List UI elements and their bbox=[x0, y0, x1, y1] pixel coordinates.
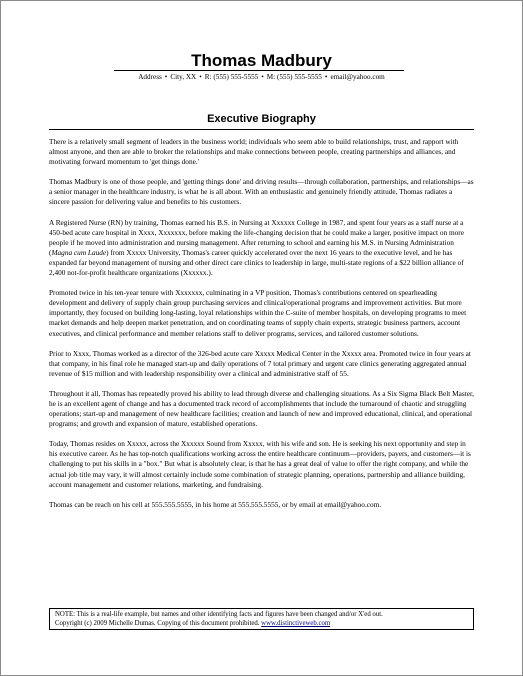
bio-paragraph-contact: Thomas can be reach on his cell at 555.555.5555, in his home at 555.555.5555, or by email at email@yahoo.com. bbox=[49, 499, 382, 509]
section-divider bbox=[49, 129, 474, 130]
honors-italic: Magna cum Laude bbox=[51, 247, 107, 257]
contact-separator: • bbox=[199, 73, 202, 81]
contact-line bbox=[1, 72, 522, 82]
bio-paragraph-vp-role: Promoted twice in his ten-year tenure with Xxxxxxx, culminating in a VP position, Thomas's contributions centered on spearheading development and delivery of supply chain group purchasing services and clinical/operational programs and improvement activities. But more importantly, they focused on building long-lasting, loyal relationships within the C-suite of member hospitals, on developing programs to meet market demands and help deepen market penetration, and on coordinating teams of supply chain experts, strategic business partners, account executives, and clinical performance and member relations staff to deliver programs, services, and tailored customer solutions. bbox=[49, 288, 467, 338]
bio-paragraph-education bbox=[49, 218, 474, 279]
biography-body bbox=[49, 137, 474, 514]
candidate-name: Thomas Madbury bbox=[191, 51, 332, 70]
copyright-text: Copyright (c) 2009 Michelle Dumas. Copying of this document prohibited. bbox=[55, 620, 260, 628]
education-text-end: ) from Xxxxx University, Thomas's career quickly accelerated over the next 16 years to the executive level, and he has expanded far beyond management of nursing and other direct care clinics to leadership in large, multi-state regions of a $22 billion alliance of 2,400 not-for-profit healthcare organizations (Xxxxxx.). bbox=[49, 247, 464, 278]
contact-residence-phone: R: (555) 555-5555 bbox=[204, 73, 259, 81]
contact-separator: • bbox=[324, 73, 328, 81]
contact-separator: • bbox=[261, 73, 264, 81]
bio-paragraph-leadership: Throughout it all, Thomas has repeatedly proved his ability to lead through diverse and challenging situations. As a Six Sigma Black Belt Master, he is an excellent agent of change and has a documented track record of accomplishments that include the turnaround of chaotic and struggling operations; start-up and management of new healthcare facilities; creation and launch of new and improved educational, clinical, and operational programs; and growth and expansion of mature, established operations. bbox=[49, 388, 474, 429]
bio-paragraph-today: Today, Thomas resides on Xxxxx, across the Xxxxxx Sound from Xxxxx, with his wife and son. He is seeking his next opportunity and step in his executive career. As he has top-notch qualifications working across the entire healthcare continuum—providers, payers, and customers—it is challenging to put his skills in a "box." But what is absolutely clear, is that he has a great deal of value to offer the right company, and while the actual job title may vary, it will almost certainly include some combination of strategic planning, operations, partnership and alliance building, account management and customer relations, marketing, and fundraising. bbox=[49, 439, 471, 489]
contact-separator: • bbox=[164, 73, 168, 81]
section-title: Executive Biography bbox=[207, 113, 316, 125]
bio-paragraph-intro: There is a relatively small segment of leaders in the business world; individuals who seem able to build relationships, trust, and rapport with almost anyone, and then are able to broker the relationships and make connections between people, creating partnerships and alliances, and motivating forward momentum to 'get things done.' bbox=[49, 137, 459, 167]
contact-address: Address bbox=[138, 73, 162, 81]
contact-city: City, XX bbox=[170, 73, 197, 81]
bio-paragraph-director-role: Prior to Xxxx, Thomas worked as a director of the 326-bed acute care Xxxxx Medical Center in the Xxxxx area. Promoted twice in four years at that company, in his final role he managed start-up and daily operations of 7 total primary and urgent care clinics generating aggregated annual revenue of $15 million and with leadership responsibility over a clinical and administrative staff of 55. bbox=[49, 348, 471, 378]
contact-email: email@yahoo.com bbox=[330, 73, 385, 81]
copyright-line bbox=[55, 619, 468, 628]
website-link[interactable]: www.distinctiveweb.com bbox=[261, 620, 331, 628]
education-text-start: A Registered Nurse (RN) by training, Thomas earned his B.S. in Nursing at Xxxxxx College in 1987, and spent four years as a staff nurse at a 450-bed acute care hospital in Xxxx, Xxxxxxx, before making the life-changing decision that he could make a larger, positive impact on more people if he moved into administration and nursing management. After returning to school and earning his M.S. in Nursing Administration ( bbox=[49, 217, 464, 257]
note-line: NOTE: This is a real-life example, but names and other identifying facts and figures have been changed and/or X'ed out. bbox=[55, 611, 383, 618]
copyright-note-box bbox=[49, 608, 474, 630]
bio-paragraph-about: Thomas Madbury is one of those people, and 'getting things done' and driving results—through collaboration, partnerships, and relationships—as a senior manager in the healthcare industry, is what he is all about. With an enthusiastic and genuinely friendly attitude, Thomas radiates a sincere passion for delivering value and benefits to his customers. bbox=[49, 177, 474, 207]
contact-mobile-phone: M: (555) 555-5555 bbox=[266, 73, 322, 81]
header-divider bbox=[114, 70, 404, 71]
